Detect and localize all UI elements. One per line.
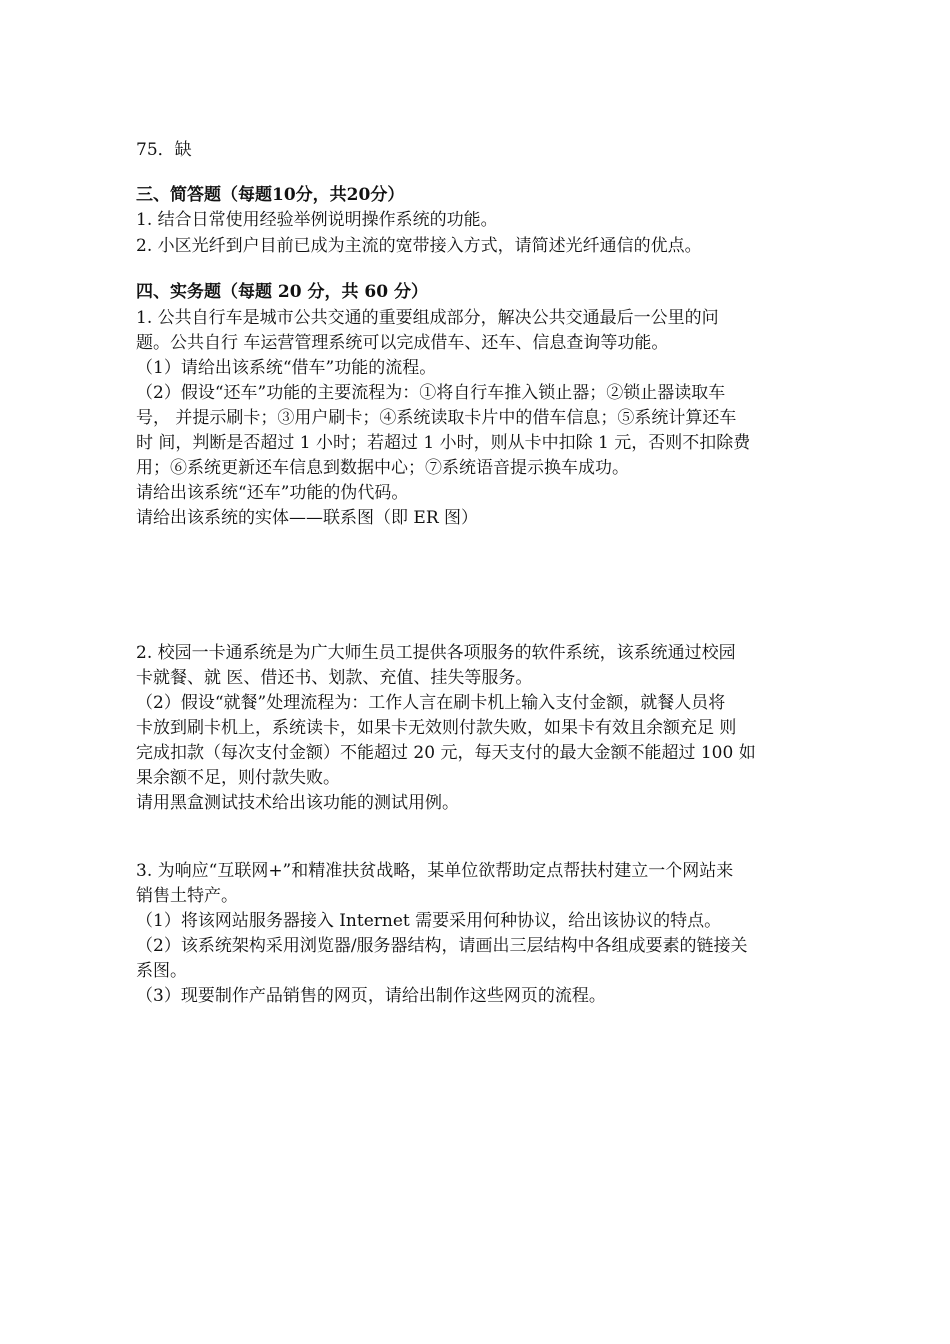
q3-line: 销售土特产。 [136, 886, 238, 906]
q1-line: 时 间，判断是否超过 1 小时；若超过 1 小时，则从卡中扣除 1 元，否则不扣除费 [136, 433, 751, 453]
q1-line: 请给出该系统的实体——联系图（即 ER 图） [136, 508, 479, 528]
item-75: 75．缺 [136, 140, 192, 160]
q3-line: （3）现要制作产品销售的网页，请给出制作这些网页的流程。 [136, 986, 606, 1006]
q1-line: （2）假设“还车”功能的主要流程为：①将自行车推入锁止器；②锁止器读取车 [136, 383, 726, 403]
q1-line: （1）请给出该系统“借车”功能的流程。 [136, 358, 437, 378]
q1-line: 请给出该系统“还车”功能的伪代码。 [136, 483, 409, 503]
section-4-heading: 四、实务题（每题 20 分，共 60 分） [136, 282, 428, 302]
q1-line: 号， 并提示刷卡；③用户刷卡；④系统读取卡片中的借车信息；⑤系统计算还车 [136, 408, 737, 428]
q1-line: 1. 公共自行车是城市公共交通的重要组成部分，解决公共交通最后一公里的问 [136, 308, 719, 328]
section-3-question-2: 2. 小区光纤到户目前已成为主流的宽带接入方式，请简述光纤通信的优点。 [136, 236, 702, 256]
q2-line: 果余额不足，则付款失败。 [136, 768, 340, 788]
q3-line: （1）将该网站服务器接入 Internet 需要采用何种协议，给出该协议的特点。 [136, 911, 722, 931]
section-3-heading: 三、简答题（每题10分，共20分） [136, 185, 405, 205]
q2-line: 完成扣款（每次支付金额）不能超过 20 元，每天支付的最大金额不能超过 100 如 [136, 743, 756, 763]
q3-line: （2）该系统架构采用浏览器/服务器结构，请画出三层结构中各组成要素的链接关 [136, 936, 748, 956]
q1-line: 题。公共自行 车运营管理系统可以完成借车、还车、信息查询等功能。 [136, 333, 669, 353]
q2-line: （2）假设“就餐”处理流程为：工作人言在刷卡机上输入支付金额，就餐人员将 [136, 693, 726, 713]
q2-line: 请用黑盒测试技术给出该功能的测试用例。 [136, 793, 459, 813]
q3-line: 3. 为响应“互联网+”和精准扶贫战略，某单位欲帮助定点帮扶村建立一个网站来 [136, 861, 734, 881]
q2-line: 卡放到刷卡机上，系统读卡，如果卡无效则付款失败，如果卡有效且余额充足 则 [136, 718, 737, 738]
section-3-question-1: 1. 结合日常使用经验举例说明操作系统的功能。 [136, 210, 498, 230]
q2-line: 2. 校园一卡通系统是为广大师生员工提供各项服务的软件系统，该系统通过校园 [136, 643, 736, 663]
q3-line: 系图。 [136, 961, 187, 981]
q2-line: 卡就餐、就 医、借还书、划款、充值、挂失等服务。 [136, 668, 533, 688]
q1-line: 用；⑥系统更新还车信息到数据中心；⑦系统语音提示换车成功。 [136, 458, 629, 478]
